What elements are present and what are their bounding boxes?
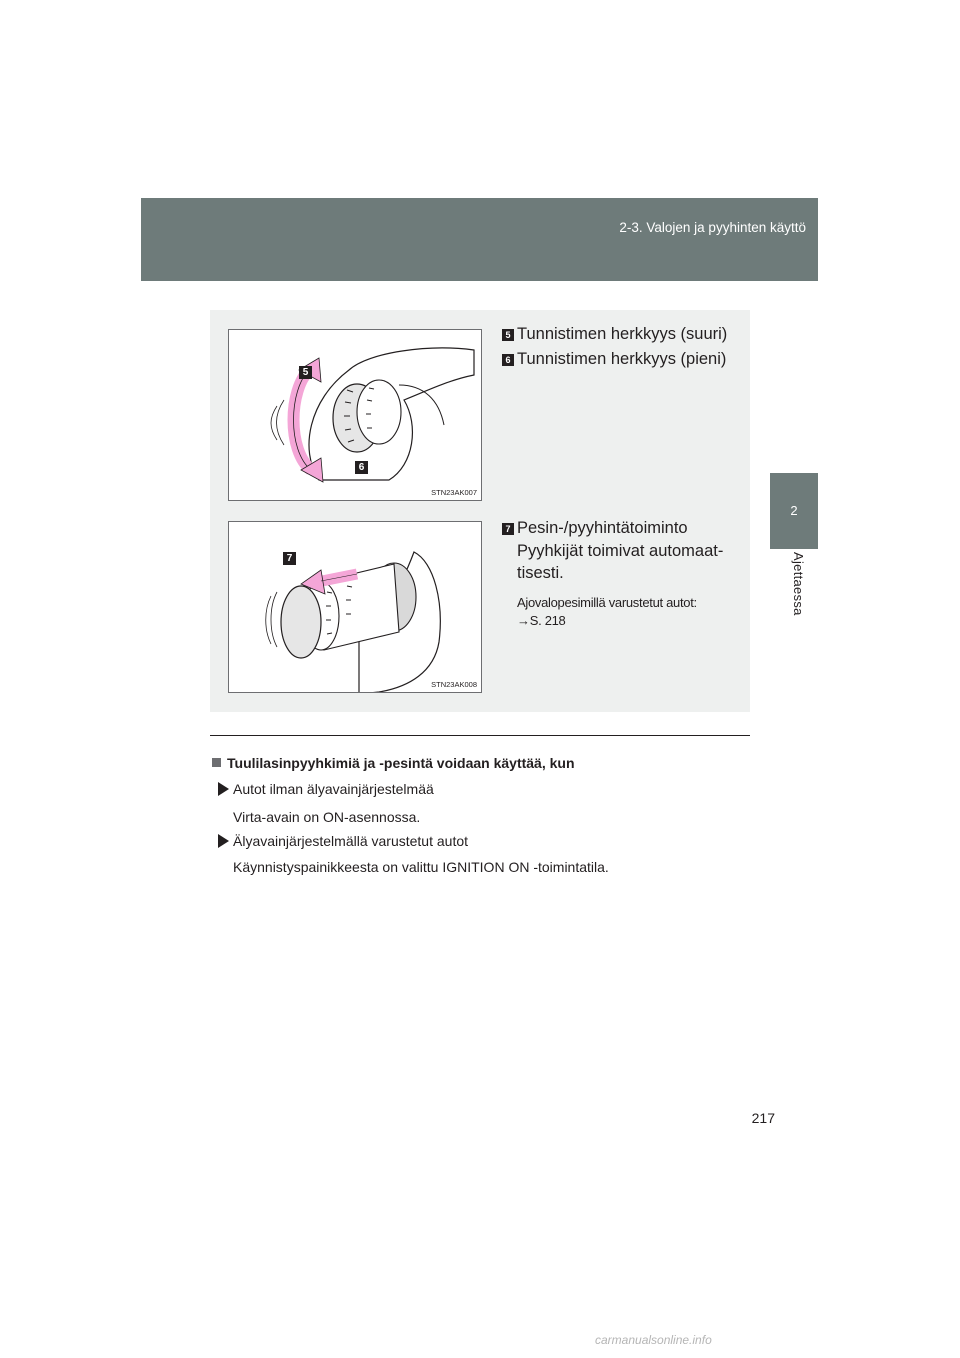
figure-code: STN23AK008 (431, 680, 477, 689)
washer-dial-illustration (229, 522, 482, 693)
callout-6: 6 (355, 461, 368, 474)
callout-5: 5 (299, 366, 312, 379)
item-sensitivity-low (502, 348, 726, 370)
info-heading-text: Tuulilasinpyyhkimiä ja -pesintä voidaan käyttää, kun (227, 755, 575, 771)
callout-7: 7 (283, 552, 296, 565)
header-band (141, 198, 818, 281)
item-badge: 6 (502, 354, 514, 366)
item-washer-function (502, 517, 688, 539)
condition-1-detail: Virta-avain on ON-asennossa. (233, 809, 421, 825)
item-badge: 7 (502, 523, 514, 535)
section-divider (210, 735, 750, 736)
condition-label-text: Älyavainjärjestelmällä varustetut autot (233, 833, 469, 849)
figure-sensor-sensitivity (228, 329, 482, 501)
item-label: Pesin-/pyyhintätoiminto (517, 519, 688, 537)
condition-2-label (218, 832, 468, 850)
condition-2-detail: Käynnistyspainikkeesta on valittu IGNITION ON -toimintatila. (233, 859, 609, 875)
item-note-line1: Ajovalopesimillä varustetut autot: (517, 595, 697, 610)
item-description-line1: Pyyhkijät toimivat automaat- (517, 542, 724, 560)
chapter-tab (770, 473, 818, 549)
info-heading (212, 754, 575, 772)
illustration-panel (210, 310, 750, 712)
item-badge: 5 (502, 329, 514, 341)
item-label: Tunnistimen herkkyys (suuri) (517, 325, 728, 343)
condition-1-label (218, 780, 434, 798)
condition-label-text: Autot ilman älyavainjärjestelmää (233, 781, 434, 797)
chapter-label: Ajettaessa (791, 552, 806, 616)
figure-washer-function (228, 521, 482, 693)
section-title: 2-3. Valojen ja pyyhinten käyttö (619, 220, 806, 235)
item-description-line2: tisesti. (517, 564, 564, 582)
page-number: 217 (751, 1110, 775, 1126)
watermark: carmanualsonline.info (595, 1333, 712, 1347)
figure-code: STN23AK007 (431, 488, 477, 497)
square-bullet-icon (212, 758, 221, 767)
chapter-number: 2 (790, 503, 798, 518)
item-note-line2: →S. 218 (517, 613, 566, 628)
triangle-bullet-icon (218, 834, 229, 848)
triangle-bullet-icon (218, 782, 229, 796)
item-sensitivity-high (502, 323, 727, 345)
wiper-dial-illustration (229, 330, 482, 501)
item-label: Tunnistimen herkkyys (pieni) (517, 350, 727, 368)
